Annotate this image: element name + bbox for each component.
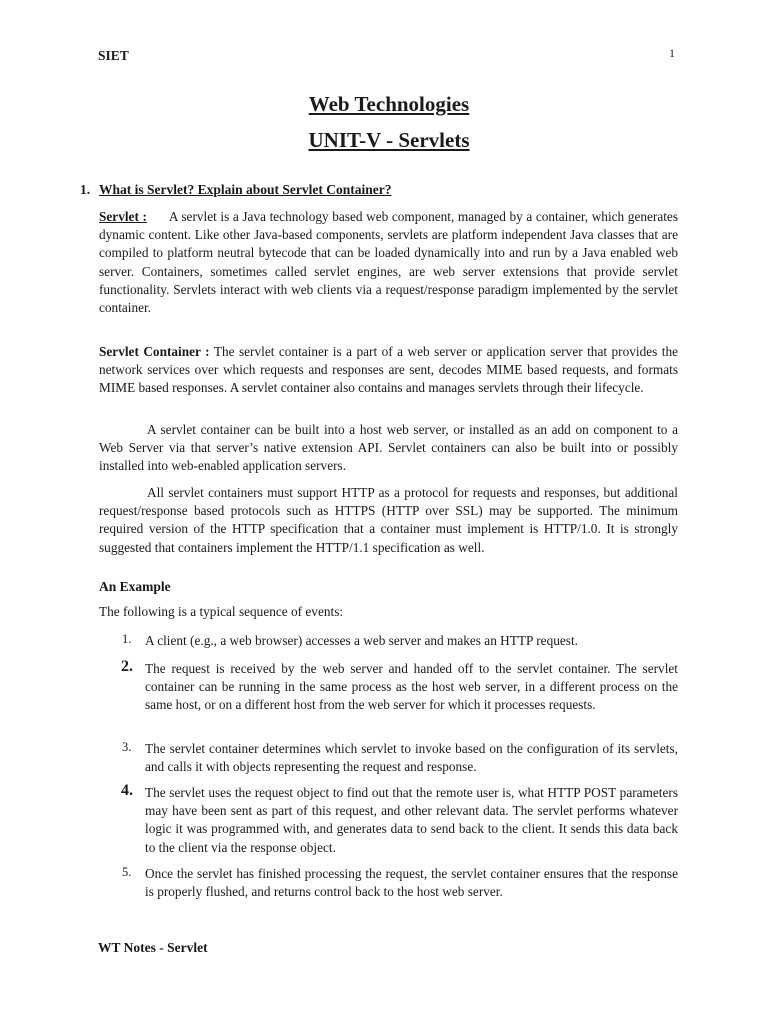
list-item-text: The request is received by the web server and handed off to the servlet container. The servlet container can be running in the same process as the host web server, in a different process on the same host, or on a different host from the web server for which it processes requests.: [145, 661, 678, 713]
list-item: [99, 784, 678, 857]
list-item: [99, 865, 678, 901]
document-title: Web Technologies: [308, 92, 470, 116]
question-heading: What is Servlet? Explain about Servlet Container?: [99, 182, 392, 197]
http-support-paragraph: All servlet containers must support HTTP as a protocol for requests and responses, but additional request/response based protocols such as HTTPS (HTTP over SSL) may be supported. The minimum required version of the HTTP specification that a container must implement is HTTP/1.0. It is strongly suggested that containers implement the HTTP/1.1 specification as well.: [99, 485, 678, 555]
container-builtin-paragraph: A servlet container can be built into a host web server, or installed as an add on component to a Web Server via that server’s native extension API. Servlet containers can also be built into or possibly installed into web-enabled application servers.: [99, 422, 678, 474]
list-item-text: The servlet uses the request object to find out that the remote user is, what HTTP POST parameters may have been sent as part of this request, and other relevant data. The servlet performs whatever logic it was programmed with, and generates data to send back to the client. It sends this data back to the client via the response object.: [145, 785, 678, 855]
footer-notes-label: WT Notes - Servlet: [98, 940, 208, 955]
list-item-number: 1.: [122, 632, 132, 646]
list-item-text: The servlet container determines which servlet to invoke based on the configuration of its servlets, and calls it with objects representing the request and response.: [145, 741, 678, 775]
list-item-number: 4.: [121, 782, 133, 799]
header-institution: SIET: [98, 48, 129, 63]
list-item: [99, 632, 678, 650]
list-item-number: 3.: [122, 740, 132, 754]
list-item: [99, 740, 678, 776]
example-intro: The following is a typical sequence of events:: [99, 604, 344, 619]
page-number: 1: [669, 46, 675, 60]
servlet-container-paragraph: [99, 343, 678, 398]
list-item-text: Once the servlet has finished processing the request, the servlet container ensures that the response is properly flushed, and returns control back to the host web server.: [145, 866, 678, 900]
list-item-number: 2.: [121, 658, 133, 675]
unit-title: UNIT-V - Servlets: [308, 128, 470, 152]
list-item-number: 5.: [122, 865, 132, 879]
servlet-container-text: The servlet container is a part of a web server or application server that provides the network services over which requests and responses are sent, decodes MIME based requests, and formats MIME based responses. A servlet container also contains and manages servlets through their lifecycle.: [99, 344, 679, 396]
list-item: [99, 660, 678, 715]
servlet-definition-text: A servlet is a Java technology based web component, managed by a container, which generates dynamic content. Like other Java-based components, servlets are platform independent Java classes that are compiled to platform neutral bytecode that can be loaded dynamically into and run by a Java enabled web server. Containers, sometimes called servlet engines, are web server extensions that provide servlet functionality. Servlets interact with web clients via a request/response paradigm implemented by the servlet container.: [99, 209, 678, 316]
list-item-text: A client (e.g., a web browser) accesses a web server and makes an HTTP request.: [145, 633, 578, 648]
question-number: 1.: [80, 182, 91, 197]
example-heading: An Example: [99, 579, 171, 594]
servlet-definition-paragraph: [99, 208, 678, 317]
servlet-label: Servlet :: [99, 209, 147, 224]
servlet-container-label: Servlet Container :: [99, 344, 210, 359]
